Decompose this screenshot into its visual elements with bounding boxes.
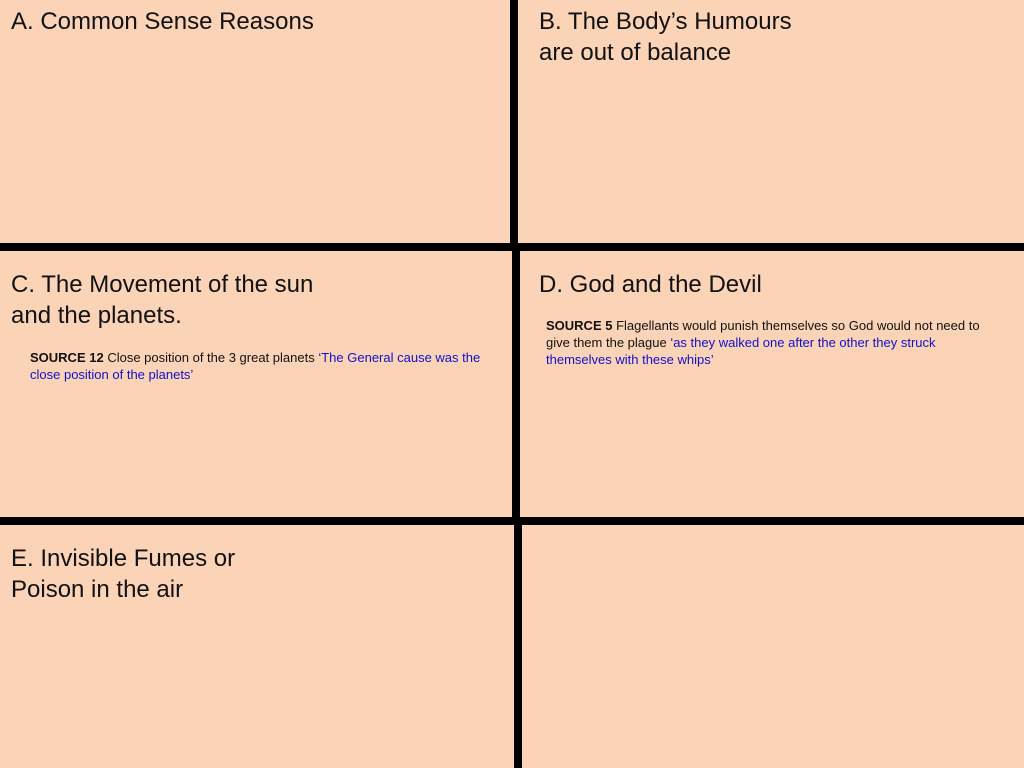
source-label: SOURCE 12 (30, 350, 104, 365)
source-text: Flagellants would punish themselves so God would not need to give them the plague (546, 318, 980, 350)
vertical-divider-top (510, 0, 518, 247)
heading-line: C. The Movement of the sun (11, 271, 314, 298)
heading-line: A. Common Sense Reasons (11, 8, 314, 35)
heading-sun-and-planets (11, 269, 313, 331)
heading-line: B. The Body’s Humours (539, 8, 792, 35)
source-quote: ‘as they walked one after the other they struck themselves with these whips’ (546, 335, 936, 367)
heading-line: Poison in the air (11, 576, 184, 603)
heading-body-humours (539, 6, 792, 68)
horizontal-divider-upper (0, 243, 1024, 251)
vertical-divider-middle (512, 247, 520, 521)
heading-invisible-fumes (11, 543, 235, 605)
heading-god-and-devil (539, 269, 762, 300)
heading-line: and the planets. (11, 302, 182, 329)
horizontal-divider-lower (0, 517, 1024, 525)
vertical-divider-bottom (514, 521, 522, 768)
source-quote: ‘The General cause was the close position of the planets’ (30, 350, 481, 382)
heading-line: E. Invisible Fumes or (11, 545, 236, 572)
source-text: Close position of the 3 great planets (103, 350, 319, 365)
source-label: SOURCE 5 (546, 318, 613, 333)
source-5-note (546, 317, 996, 368)
heading-line: are out of balance (539, 39, 732, 66)
source-12-note (30, 349, 502, 383)
heading-line: D. God and the Devil (539, 271, 762, 298)
heading-common-sense-reasons (11, 6, 314, 37)
